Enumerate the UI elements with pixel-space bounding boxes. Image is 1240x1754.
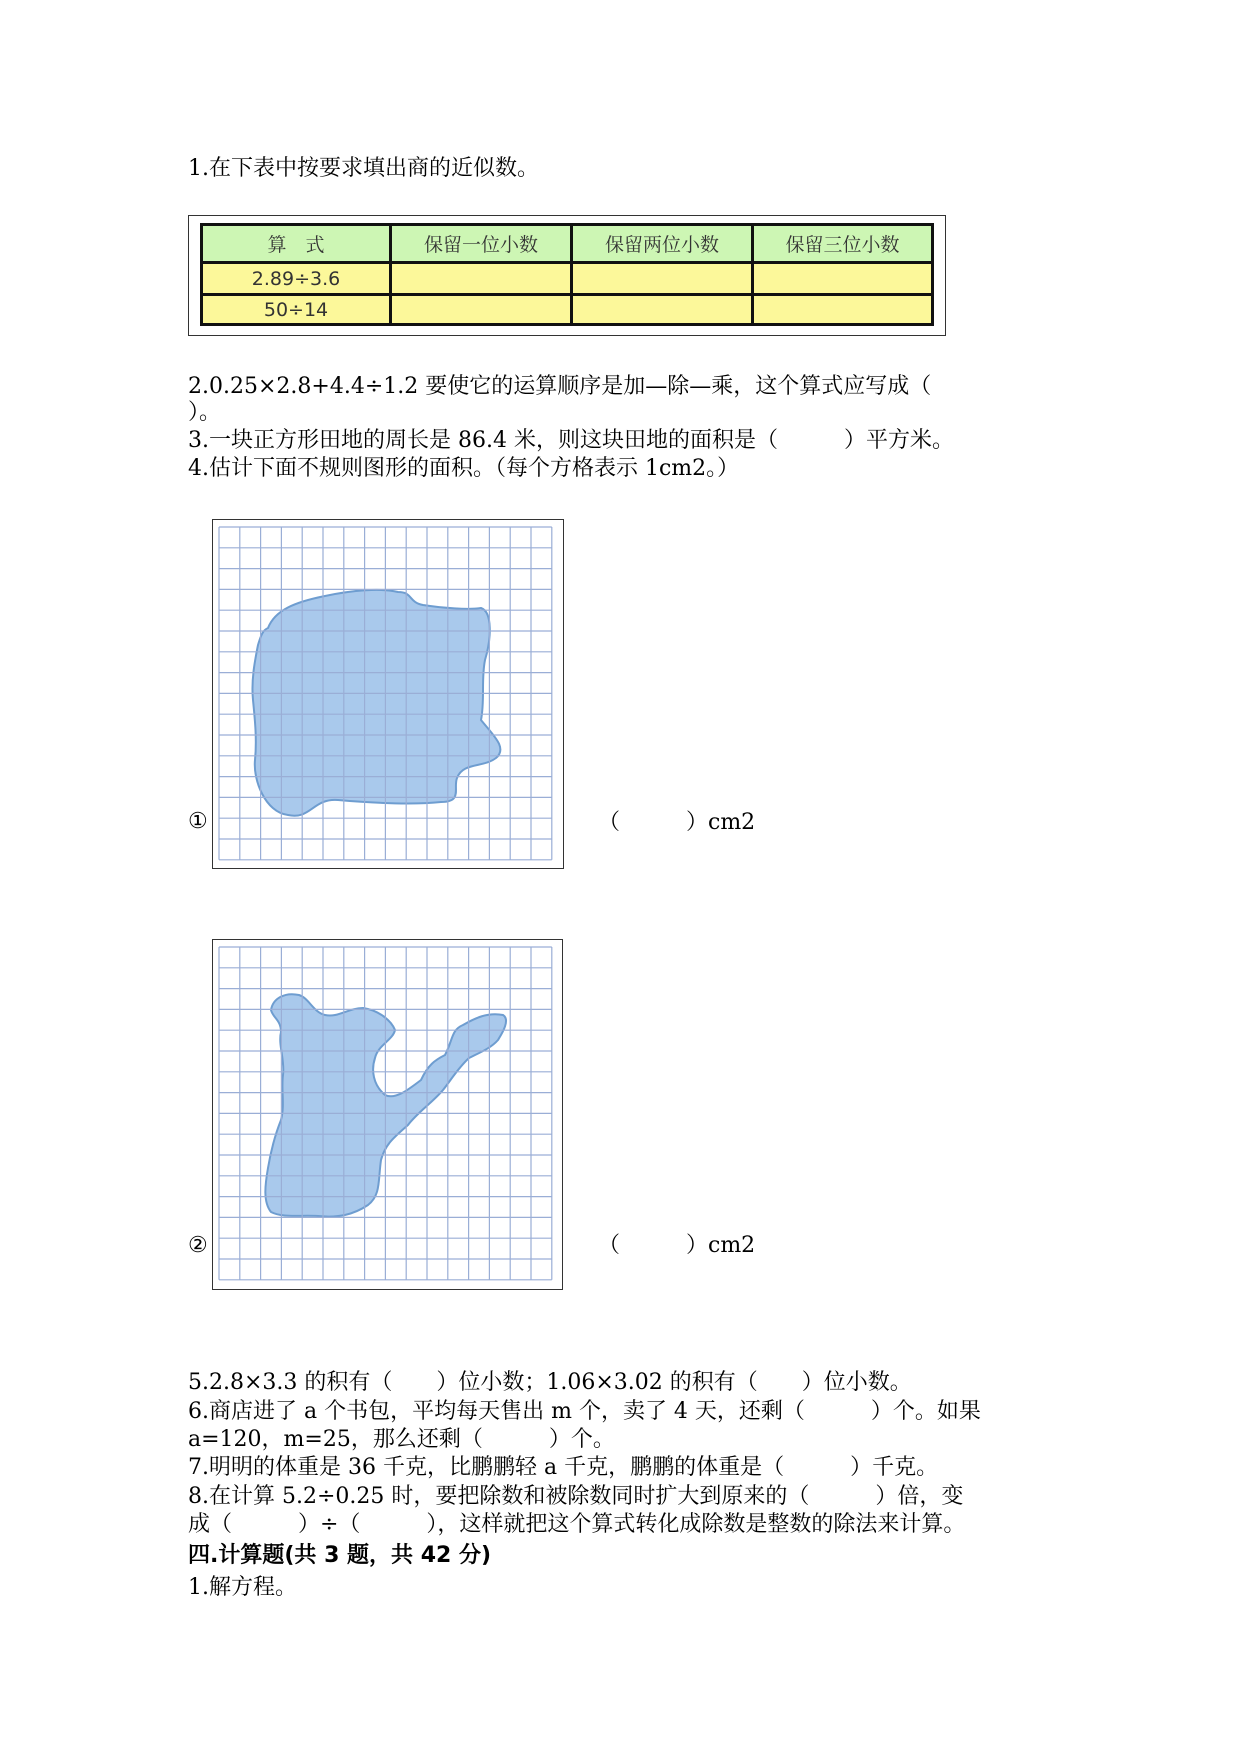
q6-line1: 6.商店进了 a 个书包，平均每天售出 m 个，卖了 4 天，还剩（ ）个。如果 xyxy=(188,1399,981,1424)
table-row-1-cell-2dp[interactable] xyxy=(573,264,751,293)
q5-text: 5.2.8×3.3 的积有（ ）位小数；1.06×3.02 的积有（ ）位小数。 xyxy=(188,1370,912,1395)
table-row-1-cell-3dp[interactable] xyxy=(754,264,931,293)
approximation-table xyxy=(200,223,934,326)
table-header-3dp: 保留三位小数 xyxy=(754,226,931,261)
q7-text: 7.明明的体重是 36 千克，比鹏鹏轻 a 千克，鹏鹏的体重是（ ）千克。 xyxy=(188,1455,939,1480)
grid-figure-1 xyxy=(212,519,564,869)
table-row-2-cell-2dp[interactable] xyxy=(573,296,751,323)
s4q1-text: 1.解方程。 xyxy=(188,1575,297,1600)
q8-line1: 8.在计算 5.2÷0.25 时，要把除数和被除数同时扩大到原来的（ ）倍，变 xyxy=(188,1484,964,1509)
q2-line2: ）。 xyxy=(188,400,222,425)
q1-title: 1.在下表中按要求填出商的近似数。 xyxy=(188,156,539,181)
table-header-2dp: 保留两位小数 xyxy=(573,226,751,261)
table-row-2-expr: 50÷14 xyxy=(203,296,389,323)
q4-text: 4.估计下面不规则图形的面积。（每个方格表示 1cm2。） xyxy=(188,456,740,481)
q2-line1: 2.0.25×2.8+4.4÷1.2 要使它的运算顺序是加—除—乘，这个算式应写成（ xyxy=(188,374,932,399)
table-header-expr: 算 式 xyxy=(203,226,389,261)
section-4-title: 四.计算题(共 3 题，共 42 分) xyxy=(188,1543,492,1568)
figure-1-answer: （ ）cm2 xyxy=(598,810,756,835)
irregular-shape-1 xyxy=(252,590,500,816)
table-row-1-expr: 2.89÷3.6 xyxy=(203,264,389,293)
figure-2-label: ② xyxy=(188,1233,208,1258)
table-row-2-cell-1dp[interactable] xyxy=(392,296,570,323)
table-header-1dp: 保留一位小数 xyxy=(392,226,570,261)
q6-line2: a=120，m=25，那么还剩（ ）个。 xyxy=(188,1427,615,1452)
q8-line2: 成（ ）÷（ ），这样就把这个算式转化成除数是整数的除法来计算。 xyxy=(188,1512,966,1537)
figure-2-answer: （ ）cm2 xyxy=(598,1233,756,1258)
figure-1-label: ① xyxy=(188,809,208,834)
table-row-2-cell-3dp[interactable] xyxy=(754,296,931,323)
q3-text: 3.一块正方形田地的周长是 86.4 米，则这块田地的面积是（ ）平方米。 xyxy=(188,428,954,453)
grid-figure-2 xyxy=(212,939,563,1290)
table-row-1-cell-1dp[interactable] xyxy=(392,264,570,293)
